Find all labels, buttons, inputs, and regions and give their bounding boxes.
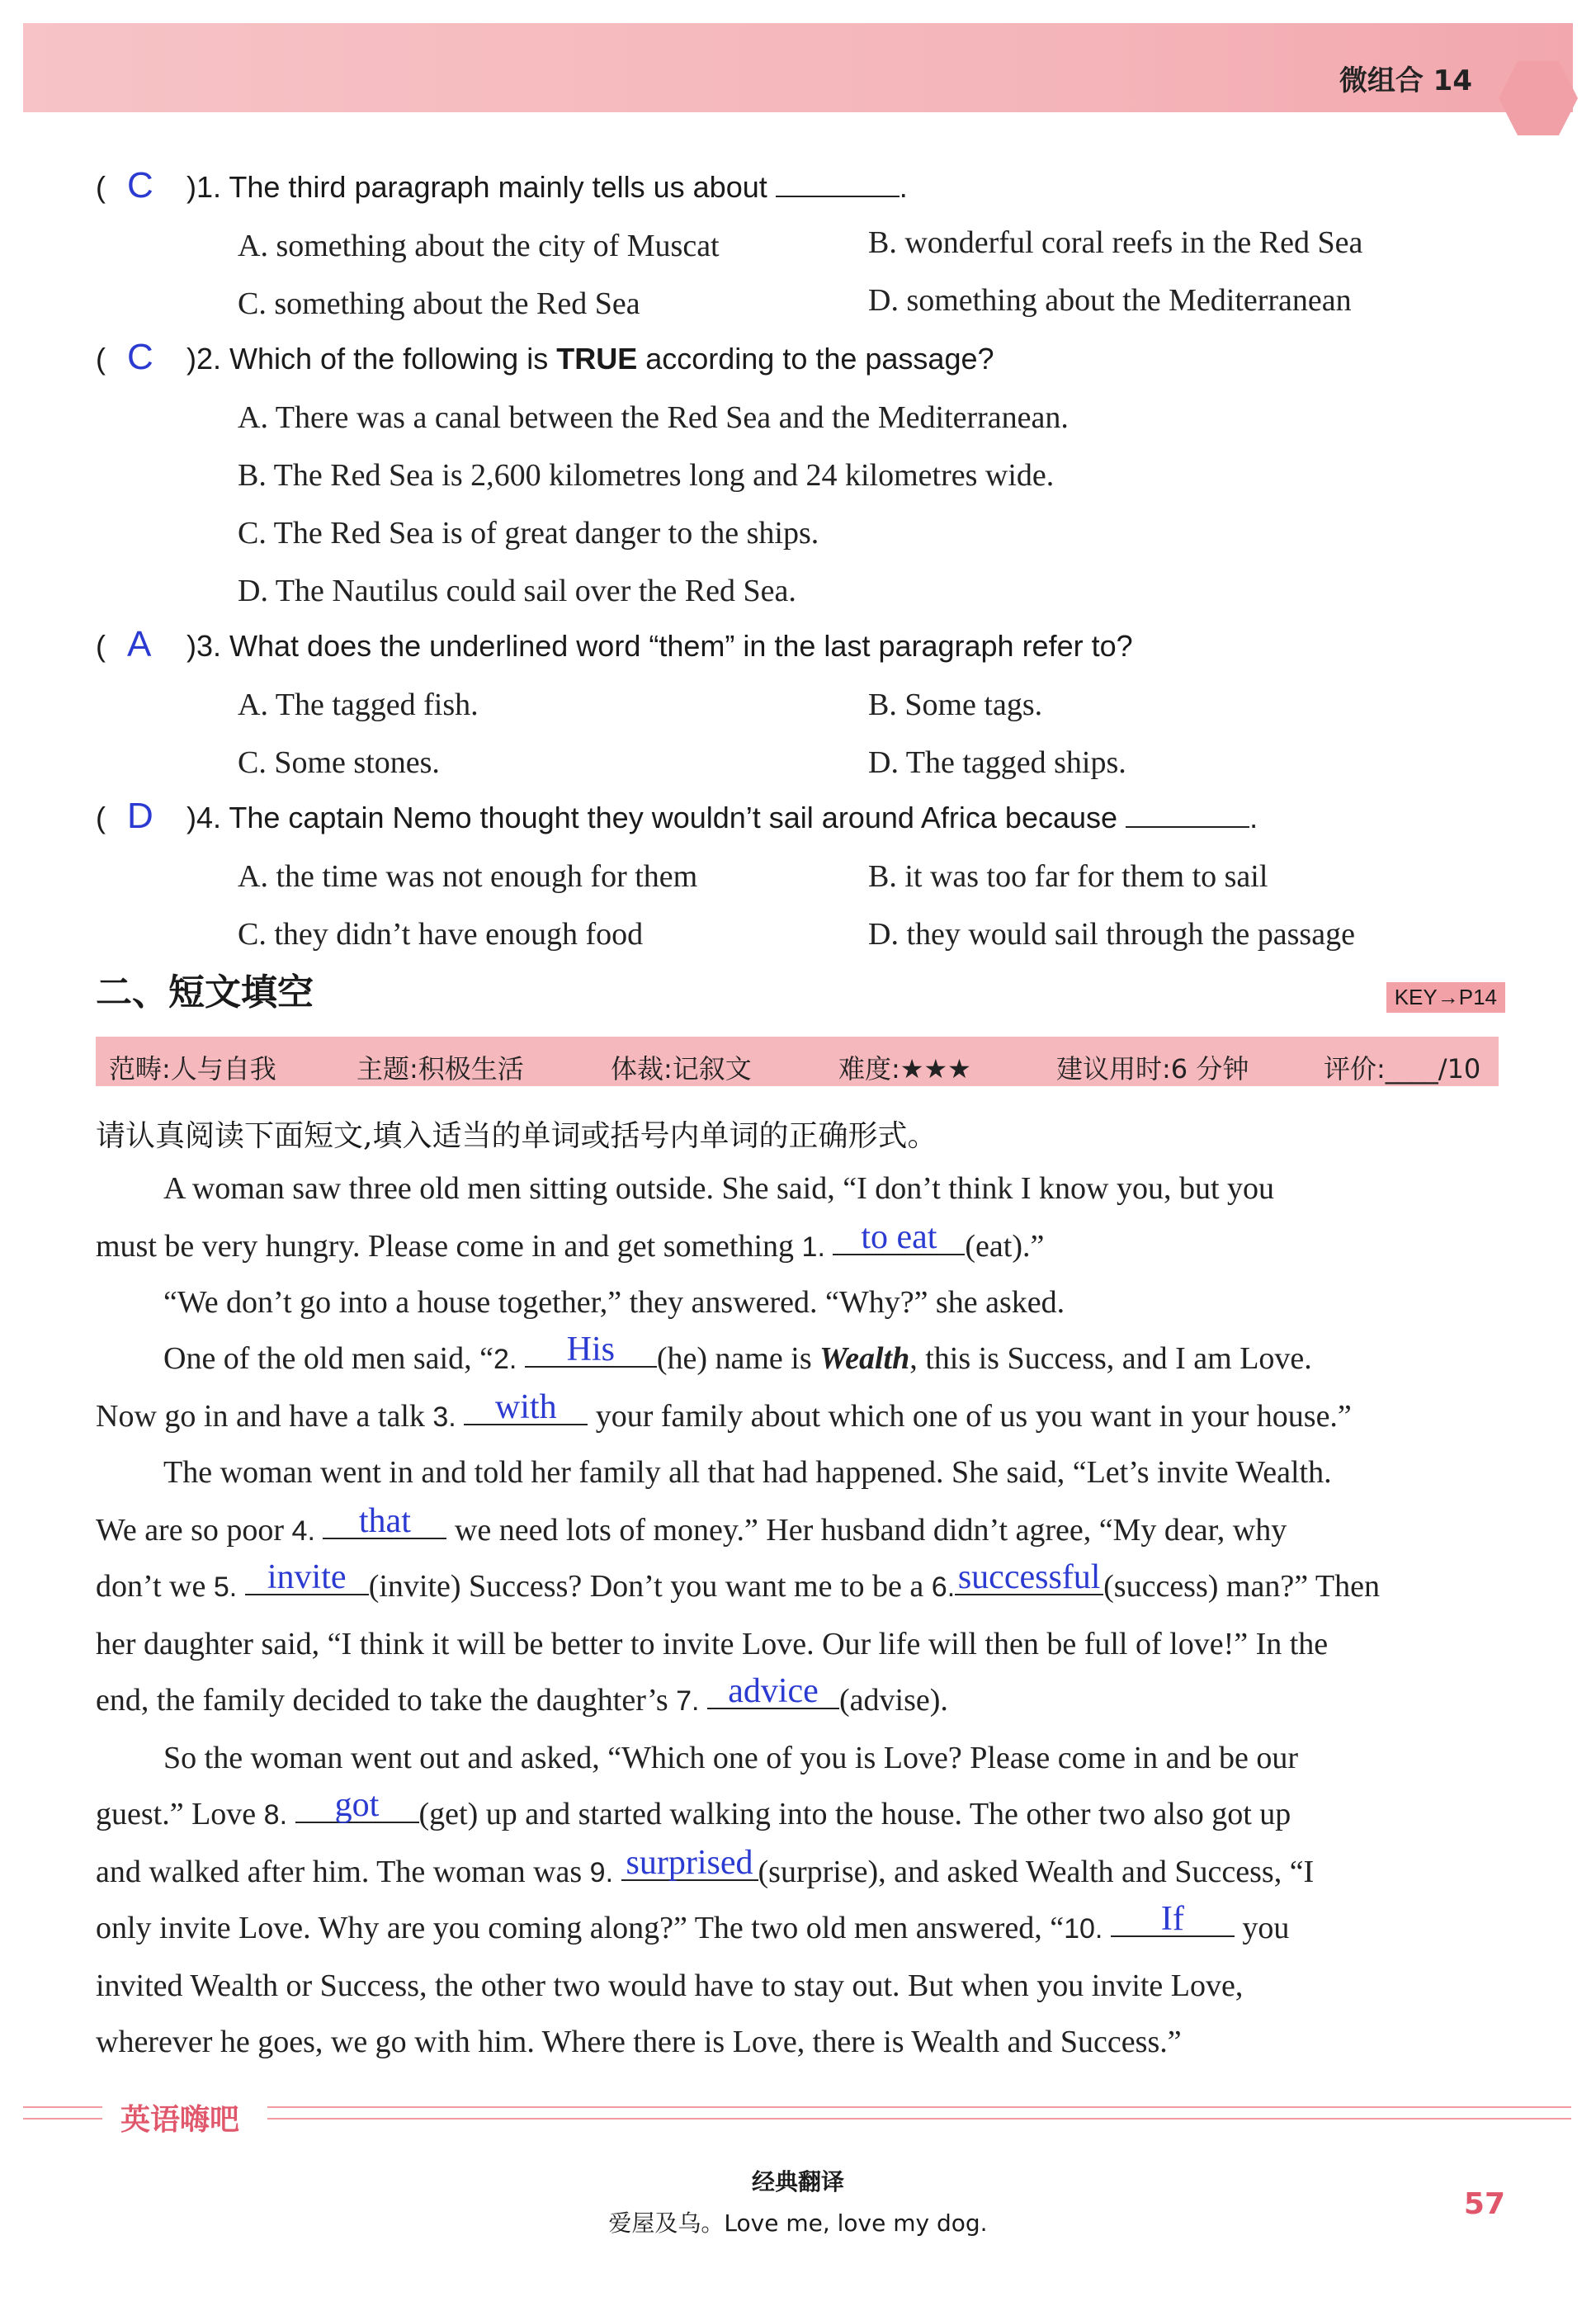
option-a: A. something about the city of Muscat bbox=[238, 229, 720, 263]
option-c: C. something about the Red Sea bbox=[238, 286, 640, 321]
answer: A bbox=[127, 624, 152, 664]
blank-1[interactable]: to eat bbox=[833, 1221, 965, 1255]
option-d: D. something about the Mediterranean bbox=[868, 283, 1352, 318]
question-4: ( D )4. The captain Nemo thought they wouldn’t sail around Africa because . bbox=[96, 796, 1258, 836]
option-c: C. The Red Sea is of great danger to the ships. bbox=[238, 516, 819, 551]
passage-line: end, the family decided to take the daughter’s 7. advice (advise). bbox=[96, 1672, 948, 1718]
unit-label: 微组合 14 bbox=[1339, 64, 1472, 97]
passage-line: A woman saw three old men sitting outside. She said, “I don’t think I know you, but you bbox=[163, 1171, 1275, 1206]
question-2: ( C )2. Which of the following is TRUE according to the passage? bbox=[96, 337, 994, 377]
option-b: B. The Red Sea is 2,600 kilometres long and 24 kilometres wide. bbox=[238, 458, 1055, 493]
option-a: A. The tagged fish. bbox=[238, 688, 479, 722]
option-a: A. the time was not enough for them bbox=[238, 859, 698, 894]
passage-line: wherever he goes, we go with him. Where there is Love, there is Wealth and Success.” bbox=[96, 2025, 1182, 2059]
answer: C bbox=[127, 337, 153, 377]
answer: D bbox=[127, 796, 153, 836]
passage-line: The woman went in and told her family all that had happened. She said, “Let’s invite Wealth. bbox=[163, 1455, 1332, 1490]
info-time: 建议用时:6 分钟 bbox=[1056, 1053, 1249, 1085]
blank-7[interactable]: advice bbox=[707, 1675, 839, 1709]
blank-9[interactable]: surprised bbox=[621, 1846, 758, 1881]
blank-10[interactable]: If bbox=[1111, 1902, 1235, 1937]
passage-line: her daughter said, “I think it will be better to invite Love. Our life will then be full of love!” In the bbox=[96, 1627, 1329, 1661]
option-d: D. The tagged ships. bbox=[868, 745, 1126, 780]
blank-2[interactable]: His bbox=[525, 1333, 657, 1368]
key-reference: KEY→P14 bbox=[1386, 982, 1505, 1013]
passage-line: Now go in and have a talk 3. with your family about which one of us you want in your house.” bbox=[96, 1388, 1352, 1434]
passage-line: We are so poor 4. that we need lots of money.” Her husband didn’t agree, “My dear, why bbox=[96, 1502, 1287, 1548]
footer-rule bbox=[23, 2118, 102, 2120]
passage-line: don’t we 5. invite (invite) Success? Don’t you want me to be a 6.successful(success) man?” Then bbox=[96, 1558, 1380, 1604]
question-1: ( C )1. The third paragraph mainly tells us about . bbox=[96, 165, 908, 206]
option-c: C. Some stones. bbox=[238, 745, 440, 780]
section-title: 二、短文填空 bbox=[96, 971, 314, 1014]
hexagon-icon bbox=[1497, 59, 1579, 137]
answer: C bbox=[127, 165, 153, 206]
footer-rule bbox=[267, 2106, 1571, 2108]
answer-blank bbox=[1126, 801, 1249, 828]
info-theme: 主题:积极生活 bbox=[357, 1053, 524, 1085]
blank-6[interactable]: successful bbox=[955, 1561, 1103, 1595]
blank-3[interactable]: with bbox=[464, 1391, 588, 1425]
question-stem: The captain Nemo thought they wouldn’t sail around Africa because bbox=[229, 801, 1118, 834]
translation-heading: 经典翻译 bbox=[751, 2168, 844, 2195]
question-stem: What does the underlined word “them” in the last paragraph refer to? bbox=[229, 629, 1133, 663]
option-c: C. they didn’t have enough food bbox=[238, 917, 644, 952]
passage-line: and walked after him. The woman was 9. surprised (surprise), and asked Wealth and Success, “I bbox=[96, 1844, 1315, 1889]
page-number: 57 bbox=[1463, 2187, 1505, 2221]
footer-title: 英语嗨吧 bbox=[120, 2103, 240, 2137]
blank-4[interactable]: that bbox=[323, 1505, 446, 1539]
instruction: 请认真阅读下面短文,填入适当的单词或括号内单词的正确形式。 bbox=[96, 1119, 937, 1153]
passage-line: must be very hungry. Please come in and get something 1. to eat (eat).” bbox=[96, 1218, 1045, 1264]
footer-rule bbox=[23, 2106, 102, 2108]
blank-8[interactable]: got bbox=[295, 1789, 419, 1823]
info-score: 评价:____/10 bbox=[1324, 1053, 1481, 1085]
info-bar bbox=[96, 1037, 1499, 1086]
info-difficulty: 难度:★★★ bbox=[838, 1053, 971, 1085]
option-d: D. they would sail through the passage bbox=[868, 917, 1355, 952]
question-3: ( A )3. What does the underlined word “them” in the last paragraph refer to? bbox=[96, 624, 1133, 664]
passage-line: invited Wealth or Success, the other two would have to stay out. But when you invite Love, bbox=[96, 1968, 1244, 2003]
passage-line: So the woman went out and asked, “Which one of you is Love? Please come in and be our bbox=[163, 1741, 1299, 1775]
blank-5[interactable]: invite bbox=[245, 1561, 369, 1595]
passage-line: One of the old men said, “2. His (he) name is Wealth, this is Success, and I am Love. bbox=[163, 1330, 1312, 1376]
footer-rule bbox=[267, 2118, 1571, 2120]
passage-line: “We don’t go into a house together,” they answered. “Why?” she asked. bbox=[163, 1285, 1065, 1320]
info-category: 范畴:人与自我 bbox=[109, 1053, 276, 1085]
info-genre: 体裁:记叙文 bbox=[611, 1053, 752, 1085]
option-d: D. The Nautilus could sail over the Red Sea. bbox=[238, 574, 796, 608]
question-stem: The third paragraph mainly tells us about bbox=[229, 170, 767, 204]
passage-line: only invite Love. Why are you coming along?” The two old men answered, “10. If you bbox=[96, 1900, 1290, 1945]
option-a: A. There was a canal between the Red Sea and the Mediterranean. bbox=[238, 400, 1069, 435]
option-b: B. it was too far for them to sail bbox=[868, 859, 1268, 894]
option-b: B. wonderful coral reefs in the Red Sea bbox=[868, 225, 1363, 260]
answer-blank bbox=[776, 171, 900, 197]
passage-line: guest.” Love 8. got (get) up and started walking into the house. The other two also got up bbox=[96, 1786, 1291, 1831]
option-b: B. Some tags. bbox=[868, 688, 1043, 722]
translation-saying: 爱屋及乌。Love me, love my dog. bbox=[608, 2209, 988, 2237]
